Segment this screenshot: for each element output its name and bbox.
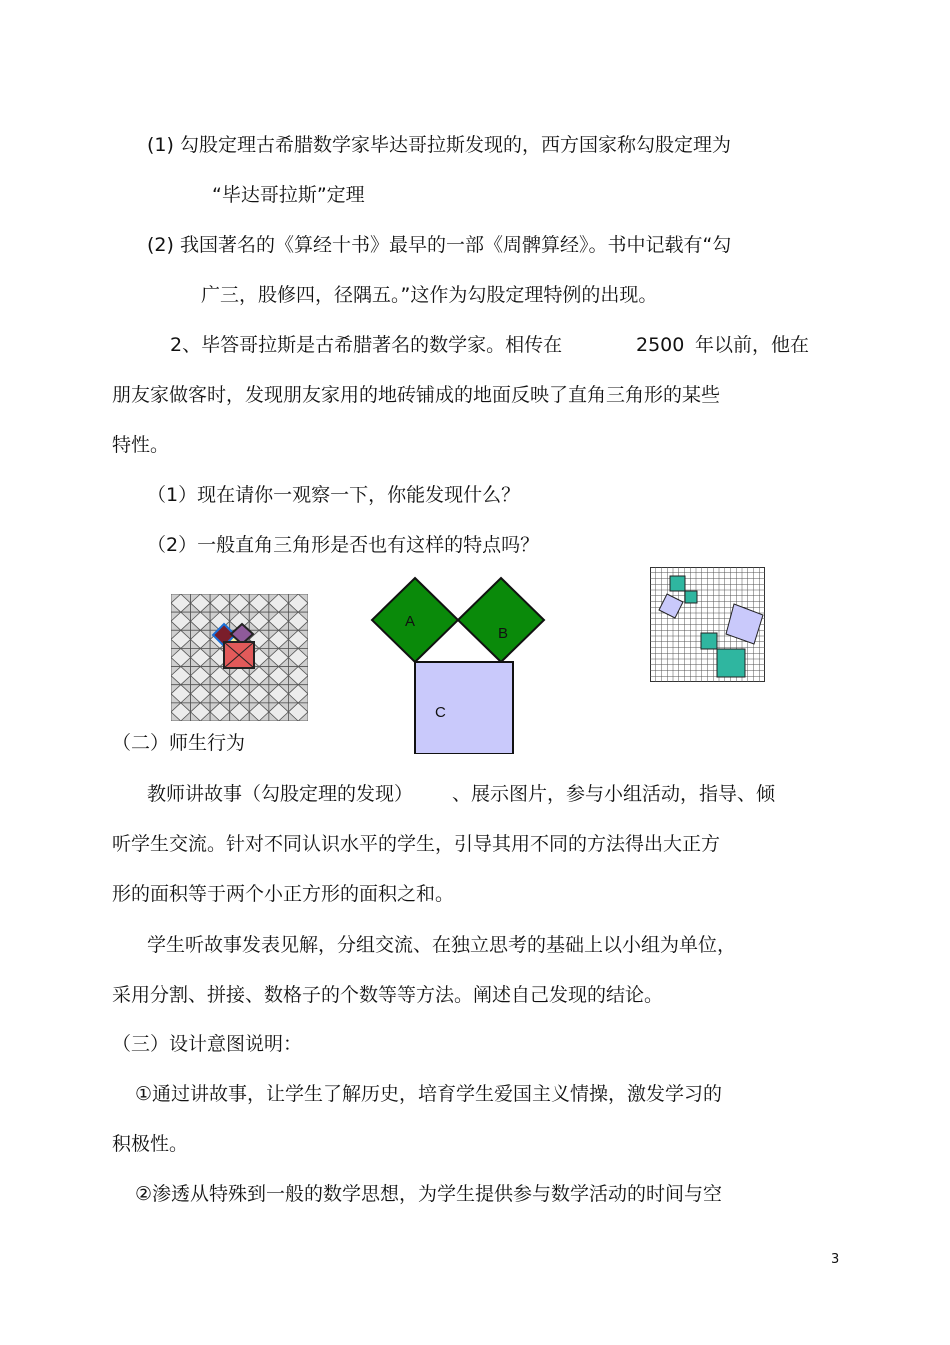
text-line-15: 采用分割、拼接、数格子的个数等等方法。阐述自己发现的结论。 — [112, 984, 664, 1006]
figure-tile-floor — [171, 594, 308, 721]
text-line-2: “毕达哥拉斯”定理 — [212, 184, 365, 206]
figure-squares-abc — [370, 576, 546, 754]
grid-square-teal-small — [670, 576, 685, 591]
square-b — [458, 578, 544, 662]
text-line-5: 2、毕答哥拉斯是古希腊著名的数学家。相传在 — [170, 334, 563, 356]
text-line-19: ②渗透从特殊到一般的数学思想，为学生提供参与数学活动的时间与空 — [135, 1183, 723, 1205]
text-line-11b: 、展示图片，参与小组活动，指导、倾 — [452, 783, 776, 805]
text-line-3: (2) 我国著名的《算经十书》最早的一部《周髀算经》。书中记载有“勾 — [147, 234, 732, 256]
text-line-17: ①通过讲故事，让学生了解历史，培育学生爱国主义情操，激发学习的 — [135, 1083, 723, 1105]
text-line-11: 教师讲故事（勾股定理的发现） — [147, 783, 414, 805]
text-line-10: （二）师生行为 — [112, 732, 246, 754]
text-line-14: 学生听故事发表见解，分组交流、在独立思考的基础上以小组为单位， — [147, 934, 737, 956]
text-line-8: （1）现在请你一观察一下，你能发现什么？ — [147, 484, 521, 506]
label-c: C — [435, 704, 446, 721]
text-line-13: 形的面积等于两个小正方形的面积之和。 — [112, 883, 455, 905]
text-line-18: 积极性。 — [112, 1133, 189, 1155]
text-line-9: （2）一般直角三角形是否也有这样的特点吗？ — [147, 534, 540, 556]
text-line-5b: 年以前，他在 — [695, 334, 810, 356]
text-line-4: 广三，股修四，径隅五。”这作为勾股定理特例的出现。 — [201, 284, 658, 306]
square-c — [415, 662, 513, 754]
grid-square-teal-large — [717, 649, 745, 677]
label-b: B — [498, 625, 509, 642]
label-a: A — [405, 613, 416, 630]
text-line-1: (1) 勾股定理古希腊数学家毕达哥拉斯发现的，西方国家称勾股定理为 — [147, 134, 731, 156]
text-line-7: 特性。 — [112, 434, 170, 456]
page-number: 3 — [831, 1252, 840, 1267]
text-line-16: （三）设计意图说明： — [112, 1033, 303, 1055]
text-line-12: 听学生交流。针对不同认识水平的学生，引导其用不同的方法得出大正方 — [112, 833, 721, 855]
figure-grid-squares — [650, 567, 766, 683]
text-line-6: 朋友家做客时，发现朋友家用的地砖铺成的地面反映了直角三角形的某些 — [112, 384, 721, 406]
text-year: 2500 — [636, 334, 685, 356]
